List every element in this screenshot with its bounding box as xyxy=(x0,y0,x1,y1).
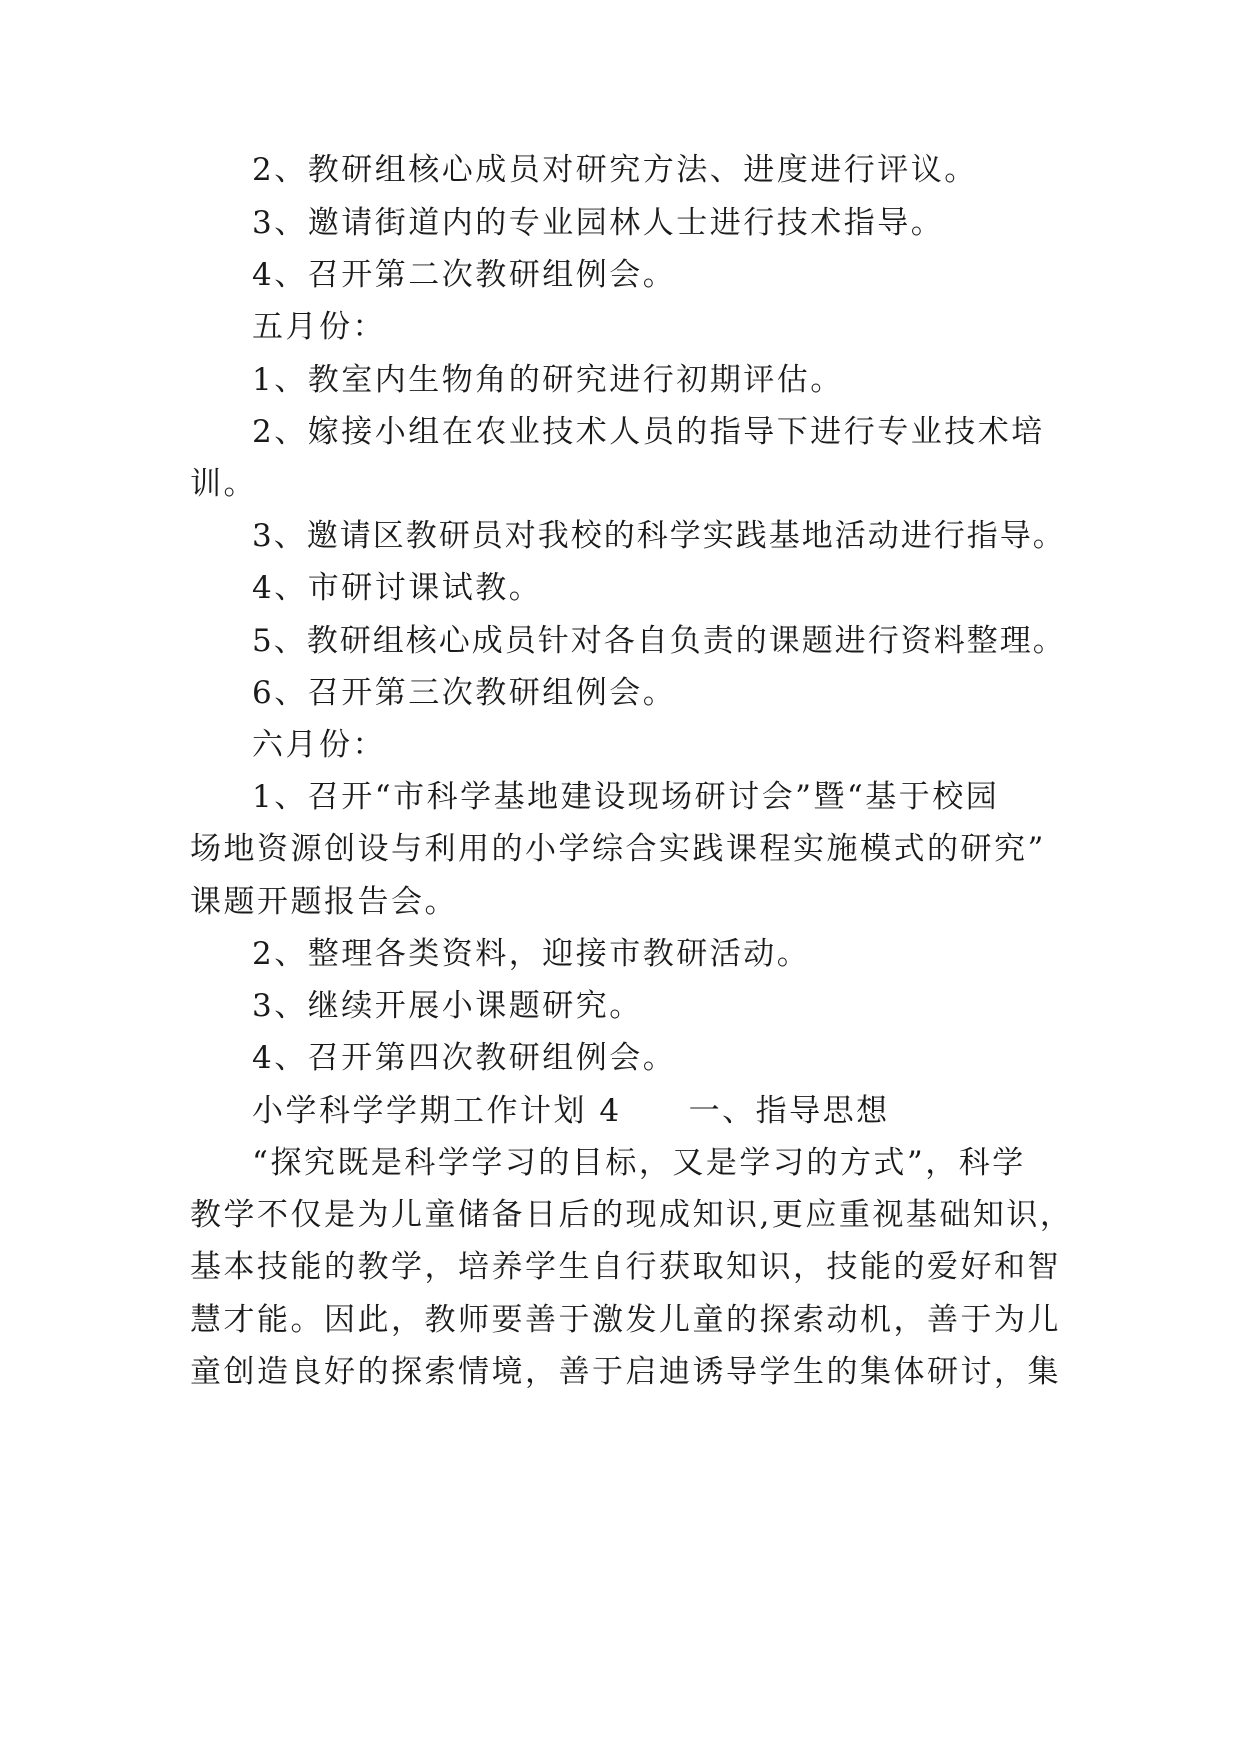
section-title: 小学科学学期工作计划 4 一、指导思想 xyxy=(252,1093,890,1129)
text-line: 3、继续开展小课题研究。 xyxy=(252,988,643,1024)
section-heading: 六月份： xyxy=(252,727,386,763)
section-heading: 五月份： xyxy=(252,309,386,345)
text-line: 基本技能的教学，培养学生自行获取知识，技能的爱好和智 xyxy=(190,1249,1061,1285)
text-line: 慧才能。因此，教师要善于激发儿童的探索动机，善于为儿 xyxy=(190,1302,1061,1338)
text-line: 2、嫁接小组在农业技术人员的指导下进行专业技术培 xyxy=(252,414,1045,450)
text-line: 3、邀请区教研员对我校的科学实践基地活动进行指导。 xyxy=(252,518,1066,554)
text-line: 训。 xyxy=(190,466,257,502)
text-line: 教学不仅是为儿童储备日后的现成知识,更应重视基础知识， xyxy=(190,1197,1074,1233)
text-line: 4、召开第四次教研组例会。 xyxy=(252,1040,677,1076)
text-line: 4、市研讨课试教。 xyxy=(252,570,543,606)
text-line: 2、整理各类资料，迎接市教研活动。 xyxy=(252,936,811,972)
text-line: 1、教室内生物角的研究进行初期评估。 xyxy=(252,362,844,398)
text-line: 场地资源创设与利用的小学综合实践课程实施模式的研究” xyxy=(190,831,1046,867)
text-line: 4、召开第二次教研组例会。 xyxy=(252,257,677,293)
text-line: 课题开题报告会。 xyxy=(190,884,458,920)
text-line: 1、召开“市科学基地建设现场研讨会”暨“基于校园 xyxy=(252,779,1000,815)
text-line: 2、教研组核心成员对研究方法、进度进行评议。 xyxy=(252,152,978,188)
text-line: 6、召开第三次教研组例会。 xyxy=(252,675,677,711)
text-line: “探究既是科学学习的目标，又是学习的方式”，科学 xyxy=(252,1145,1026,1181)
text-line: 5、教研组核心成员针对各自负责的课题进行资料整理。 xyxy=(252,623,1066,659)
text-line: 童创造良好的探索情境，善于启迪诱导学生的集体研讨，集 xyxy=(190,1354,1061,1390)
text-line: 3、邀请街道内的专业园林人士进行技术指导。 xyxy=(252,205,945,241)
